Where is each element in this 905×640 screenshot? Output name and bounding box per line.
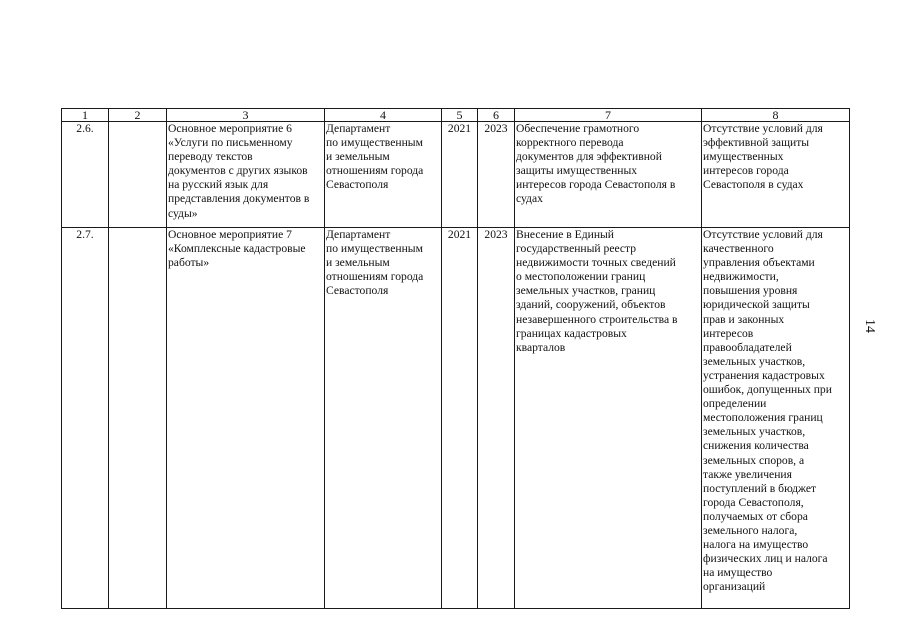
activity-cell: Основное мероприятие 7 «Комплексные кадастровые работы»: [167, 228, 325, 609]
start-year-cell: 2021: [442, 228, 478, 609]
page-number: 14: [862, 319, 877, 333]
column-header: 7: [515, 109, 702, 122]
activity-cell: Основное мероприятие 6 «Услуги по письменному переводу текстов документов с других языков на русский язык для представления документов в суды»: [167, 122, 325, 228]
item-number: 2.6.: [62, 122, 109, 228]
column-header: 4: [325, 109, 442, 122]
table-header-row: [62, 109, 850, 122]
executor-cell: Департамент по имущественным и земельным отношениям города Севастополя: [325, 228, 442, 609]
column-header: 5: [442, 109, 478, 122]
start-year-cell: 2021: [442, 122, 478, 228]
empty-cell: [109, 122, 167, 228]
empty-cell: [109, 228, 167, 609]
end-year-cell: 2023: [478, 228, 515, 609]
program-table: [61, 108, 850, 609]
consequences-cell: Отсутствие условий для качественного управления объектами недвижимости, повышения уровня юридической защиты прав и законных интересов правообладателей земельных участков, устранения кадастровых ошибок, допущенных при определении местоположения границ земельных участков, снижения количества земельных споров, а также увеличения поступлений в бюджет города Севастополя, получаемых от сбора земельного налога, налога на имущество физических лиц и налога на имущество организаций: [702, 228, 850, 609]
table-row: [62, 228, 850, 609]
column-header: 2: [109, 109, 167, 122]
item-number: 2.7.: [62, 228, 109, 609]
end-year-cell: 2023: [478, 122, 515, 228]
executor-cell: Департамент по имущественным и земельным отношениям города Севастополя: [325, 122, 442, 228]
column-header: 8: [702, 109, 850, 122]
table-row: [62, 122, 850, 228]
column-header: 1: [62, 109, 109, 122]
expected-result-cell: Обеспечение грамотного корректного перевода документов для эффективной защиты имущественных интересов города Севастополя в судах: [515, 122, 702, 228]
column-header: 3: [167, 109, 325, 122]
column-header: 6: [478, 109, 515, 122]
expected-result-cell: Внесение в Единый государственный реестр недвижимости точных сведений о местоположении границ земельных участков, границ зданий, сооружений, объектов незавершенного строительства в границах кадастровых кварталов: [515, 228, 702, 609]
consequences-cell: Отсутствие условий для эффективной защиты имущественных интересов города Севастополя в судах: [702, 122, 850, 228]
